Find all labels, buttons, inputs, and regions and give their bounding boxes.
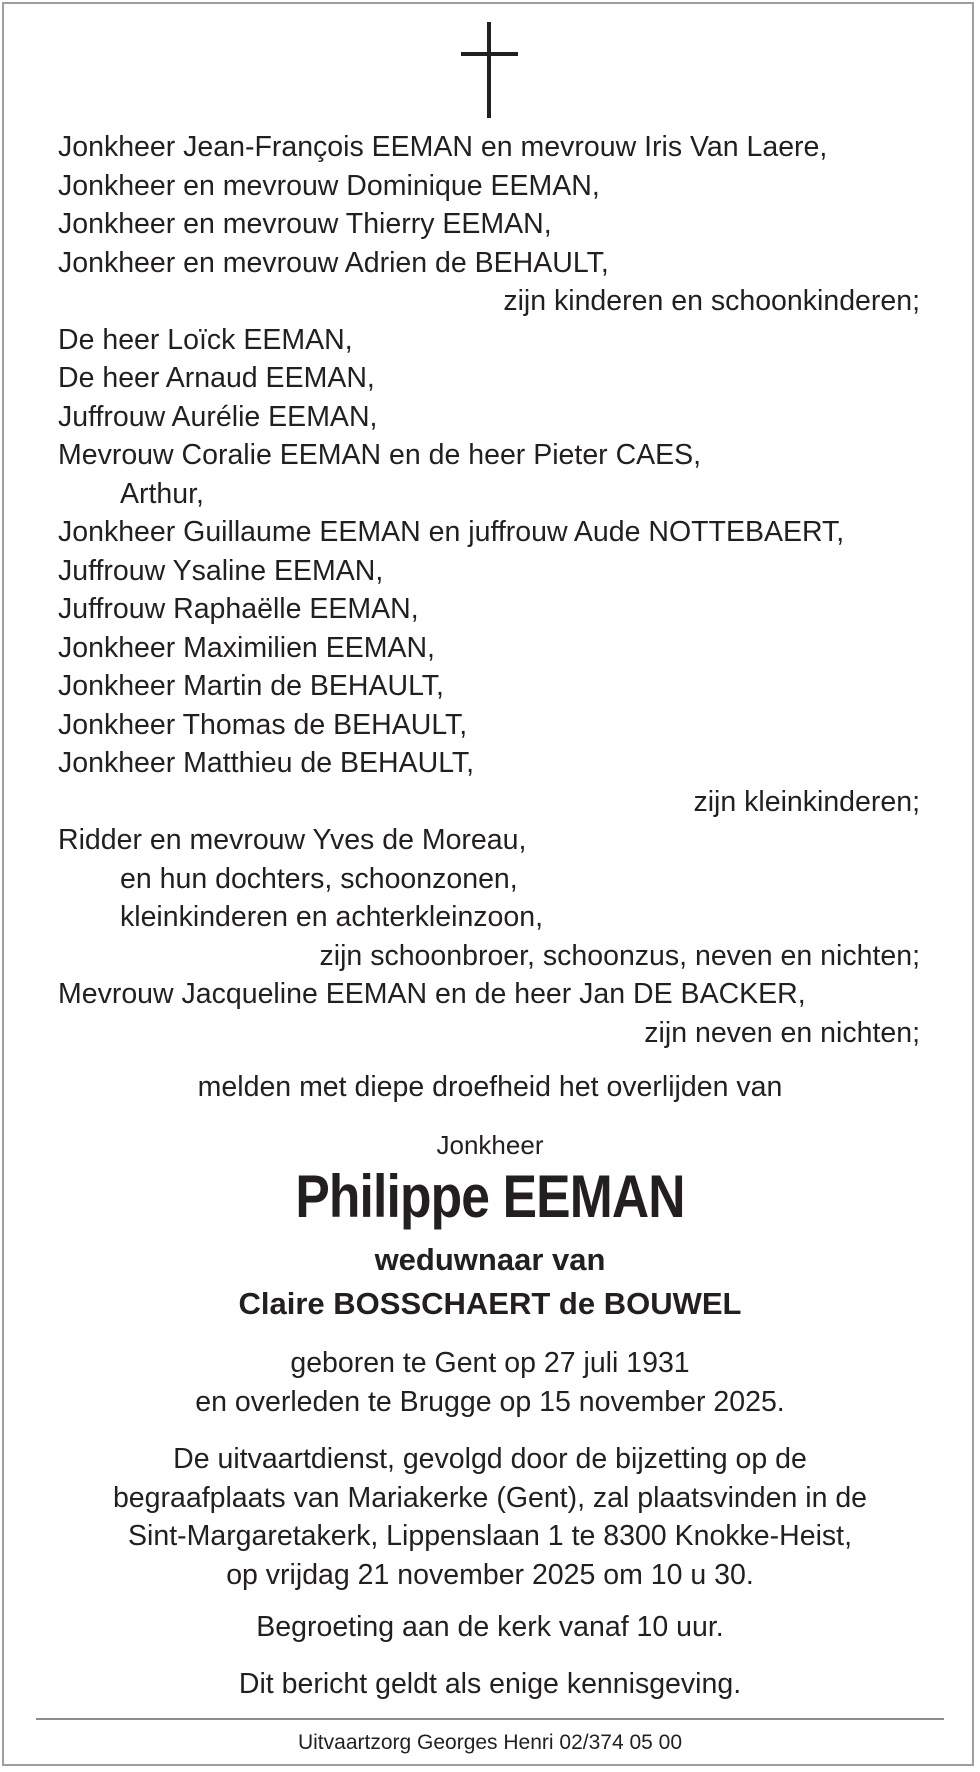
deceased-title: Jonkheer bbox=[436, 1130, 544, 1160]
family-line: De heer Arnaud EEMAN, bbox=[58, 362, 375, 394]
family-line: en hun dochters, schoonzonen, bbox=[120, 862, 518, 895]
funeral-line: De uitvaartdienst, gevolgd door de bijzetting op de bbox=[173, 1443, 807, 1475]
family-line: Jonkheer Jean-François EEMAN en mevrouw Iris Van Laere, bbox=[58, 131, 828, 163]
family-line: Jonkheer Matthieu de BEHAULT, bbox=[58, 747, 475, 779]
widower-block bbox=[0, 1238, 980, 1326]
relation-label: zijn schoonbroer, schoonzus, neven en nichten; bbox=[319, 939, 920, 972]
deceased-name: Philippe EEMAN bbox=[295, 1163, 685, 1230]
family-line: Jonkheer en mevrouw Adrien de BEHAULT, bbox=[58, 246, 609, 279]
family-line: Ridder en mevrouw Yves de Moreau, bbox=[58, 824, 527, 856]
notice-line: Dit bericht geldt als enige kennisgeving. bbox=[238, 1668, 742, 1700]
widower-label: weduwnaar van bbox=[374, 1242, 606, 1277]
family-line: Jonkheer en mevrouw Dominique EEMAN, bbox=[58, 169, 600, 202]
funeral-line: op vrijdag 21 november 2025 om 10 u 30. bbox=[226, 1558, 754, 1591]
life-dates bbox=[0, 1344, 980, 1421]
family-line: De heer Loïck EEMAN, bbox=[58, 323, 353, 356]
family-line: Mevrouw Coralie EEMAN en de heer Pieter CAES, bbox=[58, 439, 702, 471]
family-line: Mevrouw Jacqueline EEMAN en de heer Jan DE BACKER, bbox=[58, 978, 806, 1010]
family-line: Juffrouw Aurélie EEMAN, bbox=[58, 400, 378, 433]
cross-vertical-bar bbox=[487, 22, 491, 118]
birth-line: geboren te Gent op 27 juli 1931 bbox=[290, 1347, 690, 1379]
family-line: Jonkheer Thomas de BEHAULT, bbox=[58, 708, 468, 741]
family-list bbox=[58, 128, 920, 1052]
family-line: kleinkinderen en achterkleinzoon, bbox=[120, 901, 544, 933]
spouse-name: Claire BOSSCHAERT de BOUWEL bbox=[238, 1286, 742, 1321]
family-line: Jonkheer Maximilien EEMAN, bbox=[58, 631, 435, 664]
family-line: Juffrouw Raphaëlle EEMAN, bbox=[58, 593, 419, 625]
undertaker-footer: Uitvaartzorg Georges Henri 02/374 05 00 bbox=[297, 1731, 683, 1754]
announcement-intro: melden met diepe droefheid het overlijden van bbox=[197, 1071, 783, 1103]
funeral-line: begraafplaats van Mariakerke (Gent), zal plaatsvinden in de bbox=[112, 1481, 868, 1514]
death-line: en overleden te Brugge op 15 november 2025. bbox=[195, 1385, 785, 1418]
footer-divider bbox=[36, 1718, 944, 1720]
relation-label: zijn kinderen en schoonkinderen; bbox=[503, 285, 920, 317]
family-line: Arthur, bbox=[120, 477, 204, 510]
family-line: Jonkheer Guillaume EEMAN en juffrouw Aude NOTTEBAERT, bbox=[58, 516, 845, 548]
relation-label: zijn kleinkinderen; bbox=[693, 785, 920, 818]
family-line: Jonkheer Martin de BEHAULT, bbox=[58, 670, 444, 702]
greeting-line: Begroeting aan de kerk vanaf 10 uur. bbox=[256, 1611, 724, 1643]
funeral-details bbox=[0, 1440, 980, 1594]
family-line: Juffrouw Ysaline EEMAN, bbox=[58, 554, 384, 587]
relation-label: zijn neven en nichten; bbox=[644, 1016, 920, 1049]
cross-horizontal-bar bbox=[461, 52, 518, 56]
family-line: Jonkheer en mevrouw Thierry EEMAN, bbox=[58, 208, 552, 240]
funeral-line: Sint-Margaretakerk, Lippenslaan 1 te 8300 Knokke-Heist, bbox=[128, 1520, 852, 1552]
